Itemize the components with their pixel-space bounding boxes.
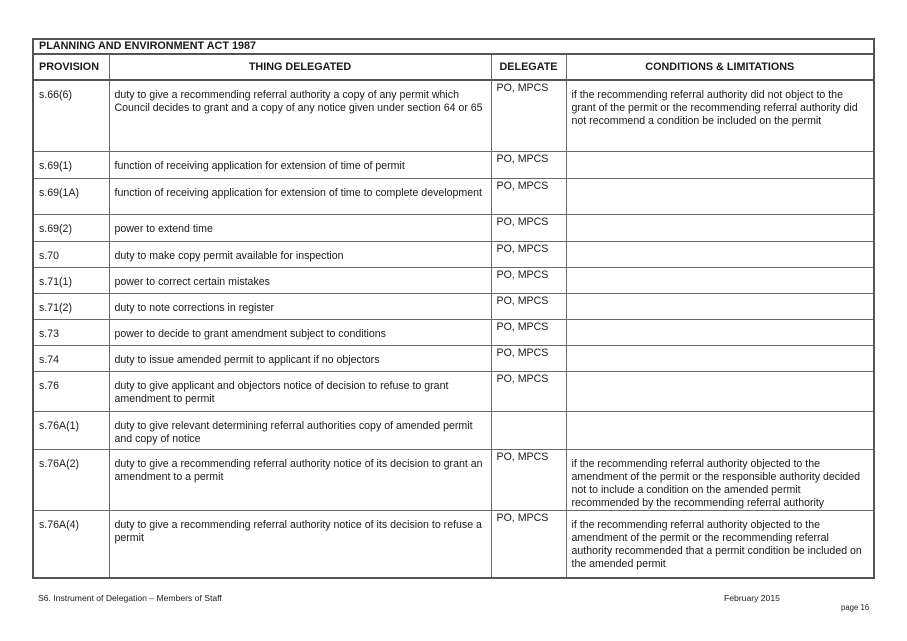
delegate-cell: PO, MPCS xyxy=(491,320,566,346)
delegate-cell: PO, MPCS xyxy=(491,346,566,372)
delegate-cell: PO, MPCS xyxy=(491,215,566,242)
provision-cell: s.76A(2) xyxy=(33,450,109,511)
conditions-cell xyxy=(566,179,874,215)
thing-delegated-cell: duty to give a recommending referral authority notice of its decision to grant an amendment to a permit xyxy=(109,450,491,511)
provision-cell: s.76A(1) xyxy=(33,412,109,450)
thing-delegated-cell: function of receiving application for extension of time of permit xyxy=(109,152,491,179)
thing-delegated-cell: power to correct certain mistakes xyxy=(109,268,491,294)
conditions-cell: if the recommending referral authority objected to the amendment of the permit or the recommending referral authority recommended that a permit condition be included on the amended permit xyxy=(566,511,874,579)
conditions-cell: if the recommending referral authority did not object to the grant of the permit or the recommending referral authority did not recommend a condition be included on the permit xyxy=(566,80,874,152)
provision-cell: s.69(1) xyxy=(33,152,109,179)
provision-cell: s.74 xyxy=(33,346,109,372)
thing-delegated-cell: duty to give relevant determining referral authorities copy of amended permit and copy of notice xyxy=(109,412,491,450)
delegate-cell: PO, MPCS xyxy=(491,179,566,215)
delegate-cell: PO, MPCS xyxy=(491,511,566,579)
delegate-cell: PO, MPCS xyxy=(491,242,566,268)
thing-delegated-cell: duty to note corrections in register xyxy=(109,294,491,320)
provision-cell: s.70 xyxy=(33,242,109,268)
provision-cell: s.69(1A) xyxy=(33,179,109,215)
table-row xyxy=(33,294,874,320)
footer-date: February 2015 xyxy=(724,593,780,603)
footer-document-title: S6. Instrument of Delegation – Members of Staff xyxy=(38,593,222,603)
delegation-table xyxy=(32,38,875,579)
conditions-cell xyxy=(566,152,874,179)
provision-cell: s.66(6) xyxy=(33,80,109,152)
act-title-row xyxy=(33,39,874,54)
provision-cell: s.69(2) xyxy=(33,215,109,242)
thing-delegated-cell: duty to give a recommending referral authority a copy of any permit which Council decides to grant and a copy of any notice given under section 64 or 65 xyxy=(109,80,491,152)
conditions-cell xyxy=(566,372,874,412)
provision-cell: s.76 xyxy=(33,372,109,412)
table-row xyxy=(33,80,874,152)
delegate-cell xyxy=(491,412,566,450)
table-row xyxy=(33,450,874,511)
table-row xyxy=(33,346,874,372)
thing-delegated-cell: duty to give a recommending referral authority notice of its decision to refuse a permit xyxy=(109,511,491,579)
conditions-cell: if the recommending referral authority objected to the amendment of the permit or the responsible authority decided not to include a condition on the amended permit recommended by the recommending referral authority xyxy=(566,450,874,511)
conditions-cell xyxy=(566,412,874,450)
delegate-cell: PO, MPCS xyxy=(491,372,566,412)
delegate-cell: PO, MPCS xyxy=(491,80,566,152)
conditions-cell xyxy=(566,294,874,320)
table-row xyxy=(33,320,874,346)
provision-cell: s.73 xyxy=(33,320,109,346)
thing-delegated-cell: power to decide to grant amendment subject to conditions xyxy=(109,320,491,346)
table-row xyxy=(33,268,874,294)
table-row xyxy=(33,242,874,268)
column-header-row xyxy=(33,54,874,80)
table-row xyxy=(33,215,874,242)
footer-page-number: page 16 xyxy=(841,603,870,612)
delegate-cell: PO, MPCS xyxy=(491,268,566,294)
thing-delegated-cell: duty to give applicant and objectors notice of decision to refuse to grant amendment to permit xyxy=(109,372,491,412)
delegate-cell: PO, MPCS xyxy=(491,450,566,511)
delegate-cell: PO, MPCS xyxy=(491,294,566,320)
thing-delegated-cell: duty to issue amended permit to applicant if no objectors xyxy=(109,346,491,372)
table-row xyxy=(33,179,874,215)
column-header-thing-delegated: THING DELEGATED xyxy=(109,54,491,80)
table-row xyxy=(33,372,874,412)
conditions-cell xyxy=(566,346,874,372)
column-header-provision: PROVISION xyxy=(33,54,109,80)
provision-cell: s.71(1) xyxy=(33,268,109,294)
thing-delegated-cell: function of receiving application for extension of time to complete development xyxy=(109,179,491,215)
conditions-cell xyxy=(566,320,874,346)
act-title: PLANNING AND ENVIRONMENT ACT 1987 xyxy=(33,39,874,54)
thing-delegated-cell: power to extend time xyxy=(109,215,491,242)
table-row xyxy=(33,412,874,450)
table-row xyxy=(33,511,874,579)
conditions-cell xyxy=(566,242,874,268)
column-header-delegate: DELEGATE xyxy=(491,54,566,80)
conditions-cell xyxy=(566,215,874,242)
conditions-cell xyxy=(566,268,874,294)
table-row xyxy=(33,152,874,179)
provision-cell: s.71(2) xyxy=(33,294,109,320)
delegate-cell: PO, MPCS xyxy=(491,152,566,179)
provision-cell: s.76A(4) xyxy=(33,511,109,579)
thing-delegated-cell: duty to make copy permit available for inspection xyxy=(109,242,491,268)
column-header-conditions: CONDITIONS & LIMITATIONS xyxy=(566,54,874,80)
